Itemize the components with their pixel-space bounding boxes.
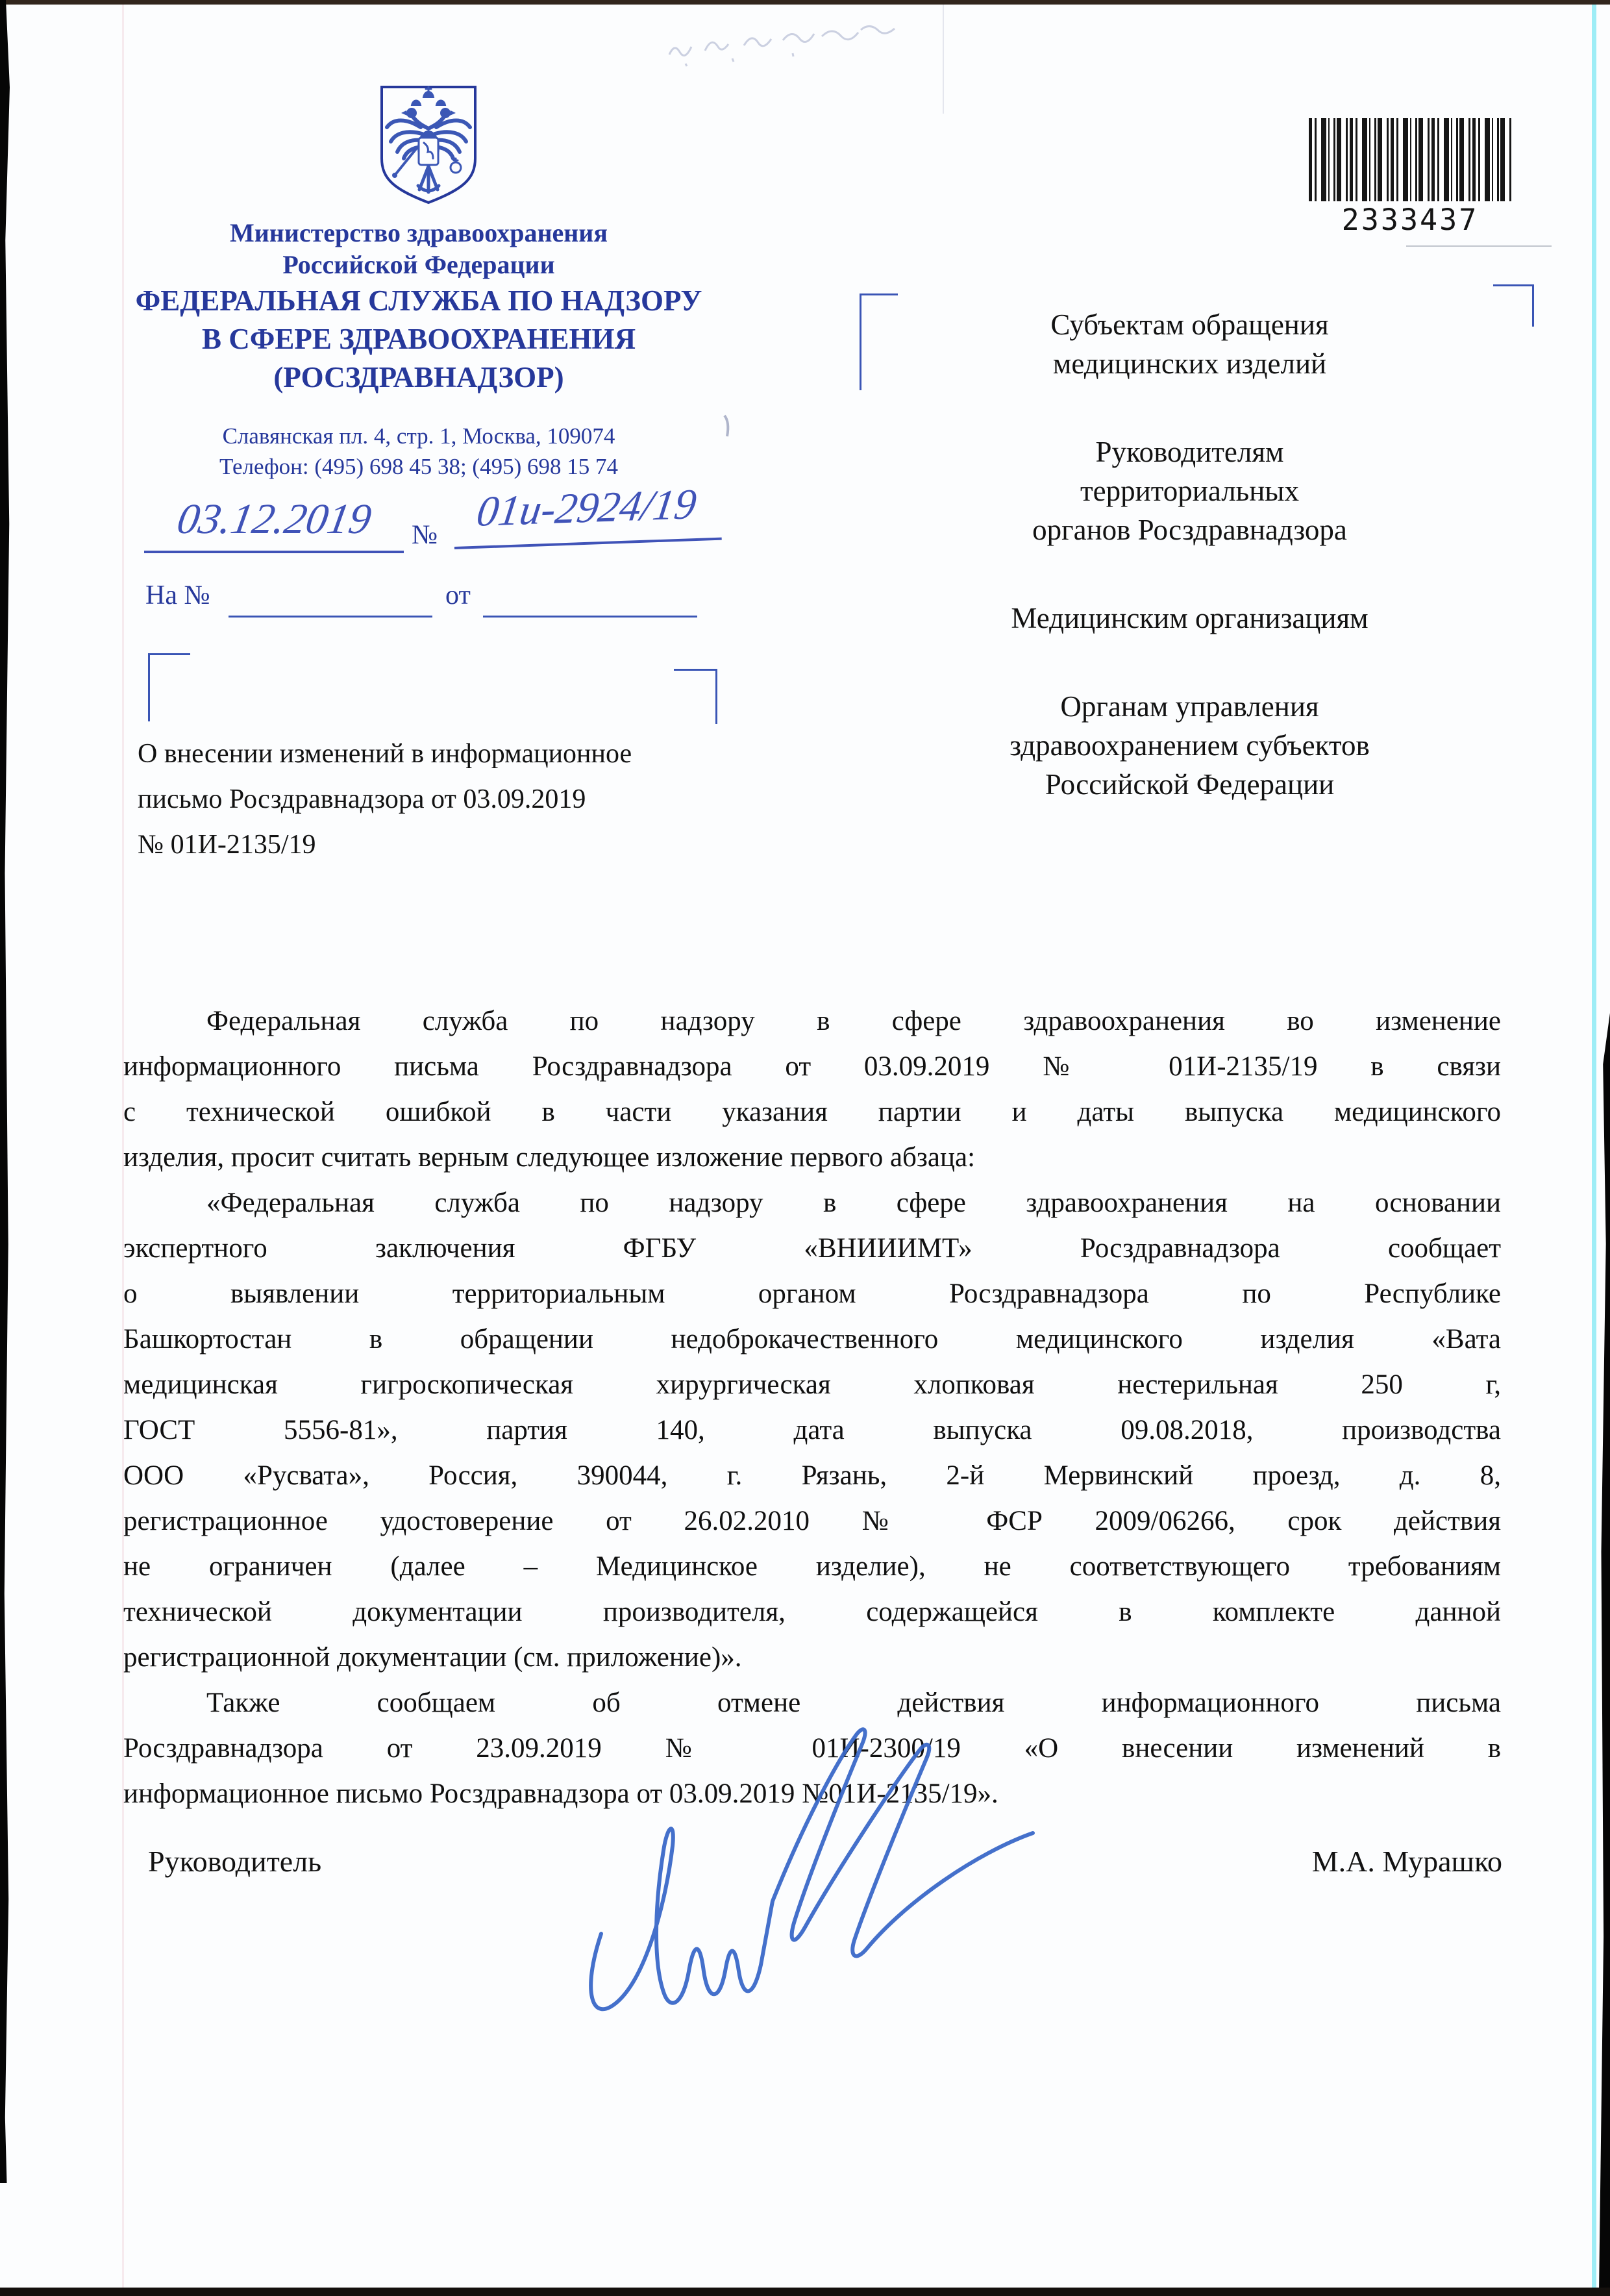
contact-block: [104, 421, 734, 482]
body-line: Федеральная служба по надзору в сфере здравоохранения во изменение: [206, 1006, 1501, 1036]
body-line: о выявлении территориальным органом Росздравнадзора по Республике: [123, 1279, 1501, 1309]
service-name: [104, 282, 734, 397]
ministry-name: [104, 217, 734, 281]
recipient-line: здравоохранением субъектов: [1009, 729, 1370, 762]
barcode: [1309, 118, 1511, 201]
subject-block: [138, 731, 709, 867]
body-line: технической документации производителя, содержащейся в комплекте данной: [123, 1597, 1501, 1627]
outgoing-date-text: 03.12.2019: [173, 495, 375, 543]
letter-body: [123, 999, 1501, 1817]
body-line: изделия, просит считать верным следующее изложение первого абзаца:: [123, 1142, 976, 1173]
recipient-line: Органам управления: [1060, 690, 1319, 723]
reply-date-blank-line: [483, 616, 697, 618]
scan-edge-right: [1598, 1013, 1610, 2296]
subject-line-1: О внесении изменений в информационное: [138, 739, 632, 769]
recipients-block: [896, 305, 1483, 853]
body-line: ООО «Русвата», Россия, 390044, г. Рязань, 2-й Мервинский проезд, д. 8,: [123, 1460, 1501, 1491]
body-line: Росздравнадзора от 23.09.2019 № 01И-2300/19 «О внесении изменений в: [123, 1733, 1501, 1764]
subject-bracket-right: [674, 669, 717, 724]
body-line: ГОСТ 5556-81», партия 140, дата выпуска 09.08.2018, производства: [123, 1415, 1501, 1445]
barcode-number: 2333437: [1341, 203, 1479, 237]
recipient-group-3: [896, 599, 1483, 638]
ministry-line-2: Российской Федерации: [282, 250, 555, 279]
service-line-1: ФЕДЕРАЛЬНАЯ СЛУЖБА ПО НАДЗОРУ: [135, 284, 702, 317]
recipient-line: Российской Федерации: [1045, 768, 1335, 801]
body-line: Также сообщаем об отмене действия информационного письма: [206, 1688, 1501, 1718]
recipient-line: медицинских изделий: [1052, 347, 1327, 380]
outgoing-number-handwritten: [452, 479, 722, 549]
reply-to-label: На №: [145, 580, 210, 610]
number-sign-label: №: [412, 520, 438, 550]
recipient-line: Медицинским организациям: [1011, 602, 1368, 634]
ministry-line-1: Министерство здравоохранения: [230, 218, 608, 247]
body-line: экспертного заключения ФГБУ «ВНИИИМТ» Росздравнадзора сообщает: [123, 1233, 1501, 1264]
recipient-group-2: [896, 432, 1483, 549]
recipient-line: Руководителям: [1095, 436, 1284, 468]
body-paragraph-1: [123, 999, 1501, 1180]
body-line: «Федеральная служба по надзору в сфере здравоохранения на основании: [206, 1188, 1501, 1218]
service-line-3: (РОСЗДРАВНАДЗОР): [273, 361, 564, 393]
subject-bracket-left: [148, 653, 190, 721]
recipient-line: территориальных: [1080, 475, 1300, 507]
signature: [556, 1706, 1065, 2044]
body-line: регистрационной документации (см. приложение)».: [123, 1642, 742, 1673]
recipient-line: органов Росздравнадзора: [1032, 514, 1347, 546]
coat-of-arms-icon: [375, 81, 482, 209]
body-line: информационное письмо Росздравнадзора от 03.09.2019 №01И-2135/19».: [123, 1778, 998, 1809]
recipient-bracket-right: [1493, 284, 1534, 327]
pencil-scribble: [660, 12, 917, 71]
scan-edge-top: [0, 0, 1610, 5]
body-line: с технической ошибкой в части указания партии и даты выпуска медицинского: [123, 1097, 1501, 1127]
body-line: регистрационное удостоверение от 26.02.2010 № ФСР 2009/06266, срок действия: [123, 1506, 1501, 1536]
scan-edge-bottom: [0, 2288, 1610, 2296]
outgoing-date-handwritten: [144, 495, 404, 553]
outgoing-number-text: 01и-2924/19: [474, 480, 700, 536]
phone-line: Телефон: (495) 698 45 38; (495) 698 15 74: [219, 454, 618, 479]
scan-edge-left: [0, 0, 10, 2183]
body-line: информационного письма Росздравнадзора от 03.09.2019 № 01И-2135/19 в связи: [123, 1051, 1501, 1082]
subject-line-3: № 01И-2135/19: [138, 830, 316, 860]
subject-line-2: письмо Росздравнадзора от 03.09.2019: [138, 784, 586, 814]
recipient-line: Субъектам обращения: [1050, 308, 1329, 341]
body-line: медицинская гигроскопическая хирургическая хлопковая нестерильная 250 г,: [123, 1369, 1501, 1400]
signer-name: М.А. Мурашко: [1311, 1845, 1502, 1878]
recipient-bracket-left: [860, 293, 898, 390]
service-line-2: В СФЕРЕ ЗДРАВООХРАНЕНИЯ: [201, 323, 636, 355]
body-line: не ограничен (далее – Медицинское изделие), не соответствующего требованиям: [123, 1551, 1501, 1582]
scan-cyan-line: [1592, 5, 1596, 2288]
recipient-group-1: [896, 305, 1483, 383]
body-paragraph-2: [123, 1180, 1501, 1680]
body-line: Башкортостан в обращении недоброкачественного медицинского изделия «Вата: [123, 1324, 1501, 1354]
reply-number-blank-line: [229, 616, 432, 618]
fold-mark: [943, 5, 944, 114]
scan-line-under-barcode: [1406, 245, 1552, 247]
signer-title: Руководитель: [148, 1845, 322, 1878]
address-line: Славянская пл. 4, стр. 1, Москва, 109074: [222, 423, 615, 449]
reply-from-label: от: [445, 580, 471, 610]
recipient-group-4: [896, 687, 1483, 804]
